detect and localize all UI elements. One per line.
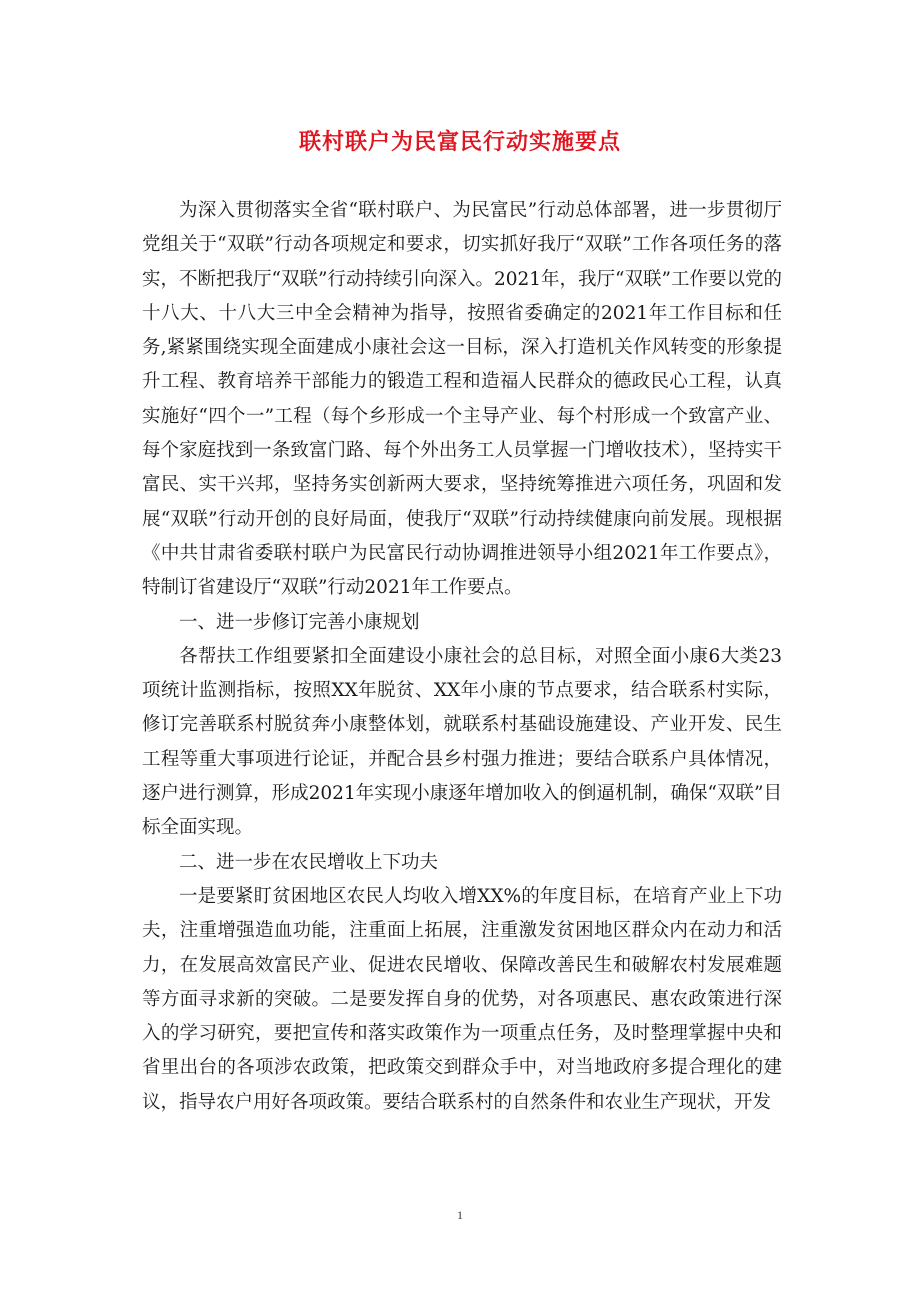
- section-2-paragraph: 一是要紧盯贫困地区农民人均收入增XX%的年度目标，在培育产业上下功夫，注重增强造血功能，注重面上拓展，注重激发贫困地区群众内在动力和活力，在发展高效富民产业、促进农民增收、保障改善民生和破解农村发展难题等方面寻求新的突破。二是要发挥自身的优势，对各项惠民、惠农政策进行深入的学习研究，要把宣传和落实政策作为一项重点任务，及时整理掌握中央和省里出台的各项涉农政策，把政策交到群众手中，对当地政府多提合理化的建议，指导农户用好各项政策。要结合联系村的自然条件和农业生产现状，开发: [142, 885, 782, 1113]
- page-number: 1: [457, 1208, 463, 1222]
- section-heading-1: 一、进一步修订完善小康规划: [179, 611, 420, 633]
- document-title: 联村联户为民富民行动实施要点: [298, 129, 621, 155]
- document-body: [142, 194, 782, 1120]
- section-1-paragraph: 各帮扶工作组要紧扣全面建设小康社会的总目标，对照全面小康6大类23项统计监测指标，按照XX年脱贫、XX年小康的节点要求，结合联系村实际，修订完善联系村脱贫奔小康整体划，就联系村基础设施建设、产业开发、民生工程等重大事项进行论证，并配合县乡村强力推进；要结合联系户具体情况，逐户进行测算，形成2021年实现小康逐年增加收入的倒逼机制，确保“双联”目标全面实现。: [142, 645, 782, 839]
- intro-paragraph: 为深入贯彻落实全省“联村联户、为民富民”行动总体部署，进一步贯彻厅党组关于“双联”行动各项规定和要求，切实抓好我厅“双联”工作各项任务的落实，不断把我厅“双联”行动持续引向深入。2021年，我厅“双联”工作要以党的十八大、十八大三中全会精神为指导，按照省委确定的2021年工作目标和任务,紧紧围绕实现全面建成小康社会这一目标，深入打造机关作风转变的形象提升工程、教育培养干部能力的锻造工程和造福人民群众的德政民心工程，认真实施好“四个一”工程（每个乡形成一个主导产业、每个村形成一个致富产业、每个家庭找到一条致富门路、每个外出务工人员掌握一门增收技术），坚持实干富民、实干兴邦，坚持务实创新两大要求，坚持统筹推进六项任务，巩固和发展“双联”行动开创的良好局面，使我厅“双联”行动持续健康向前发展。现根据《中共甘肃省委联村联户为民富民行动协调推进领导小组2021年工作要点》，特制订省建设厅“双联”行动2021年工作要点。: [142, 200, 782, 599]
- section-heading-2: 二、进一步在农民增收上下功夫: [179, 851, 439, 873]
